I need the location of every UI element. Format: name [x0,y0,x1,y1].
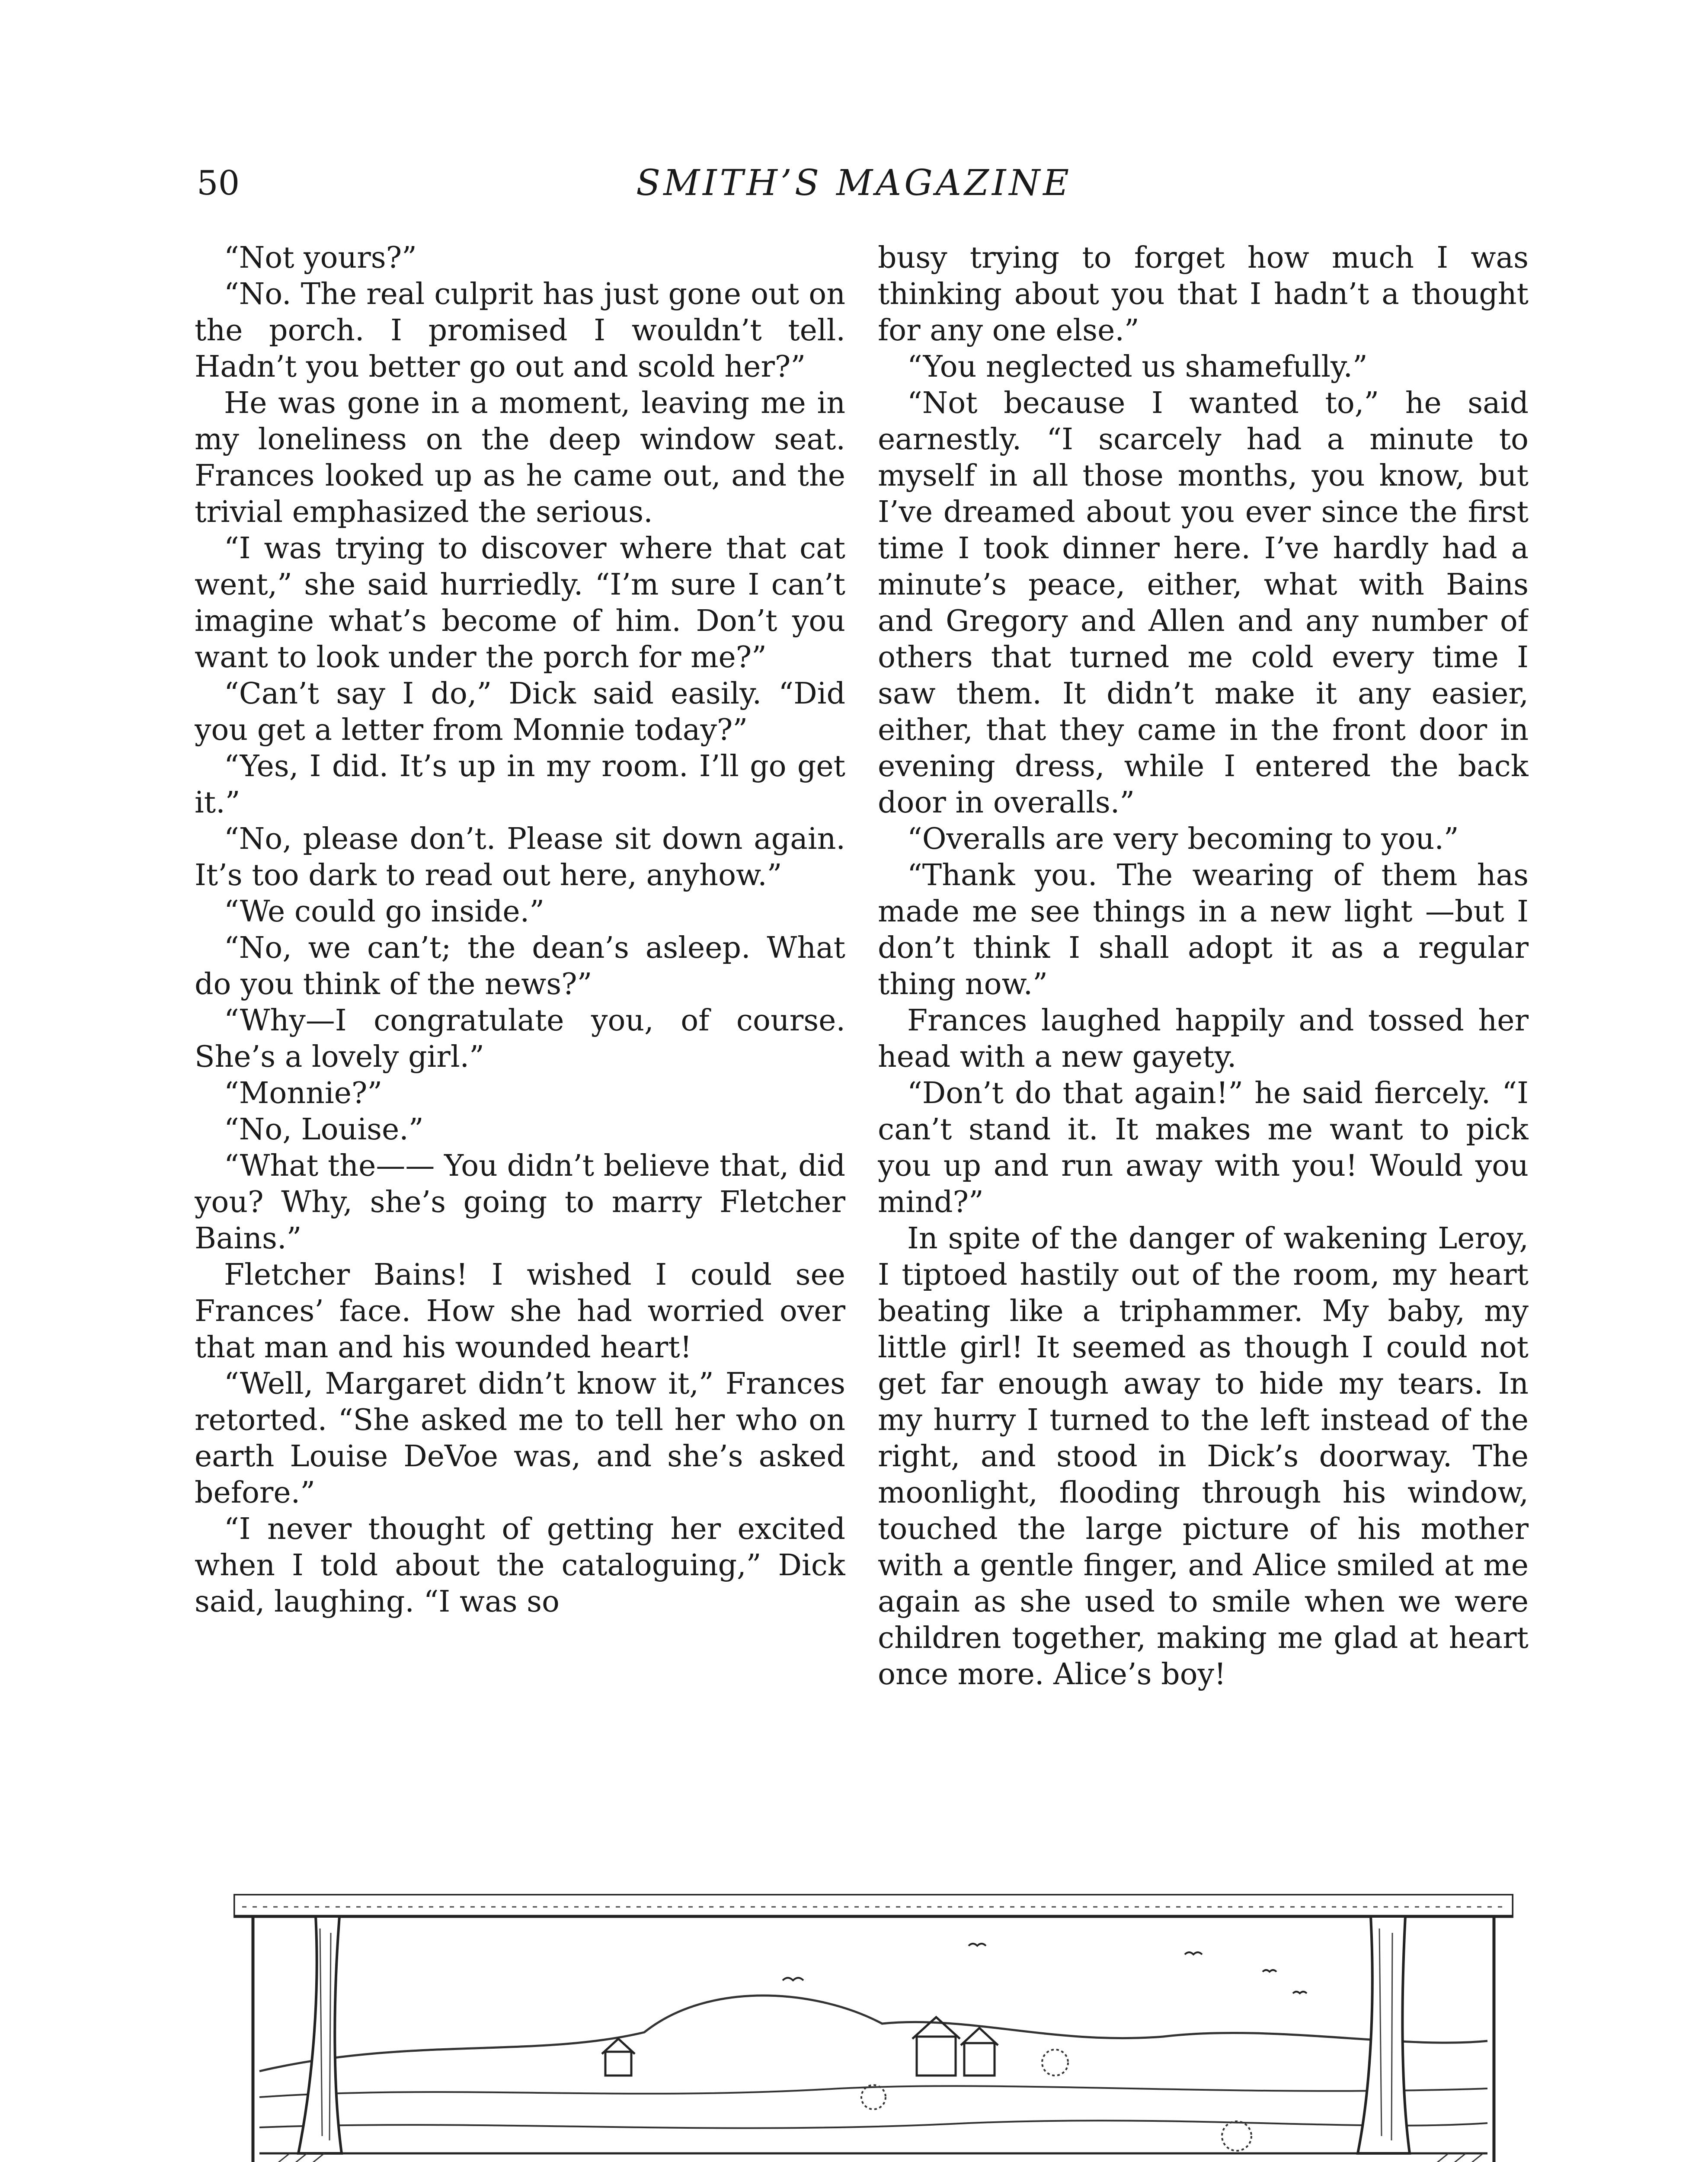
paragraph: “Not yours?” [224,241,417,275]
paragraph: “No. The real culprit has just gone out on the porch. I promised I wouldn’t tell. Hadn’t you better go out and scold her?” [195,277,845,384]
paragraph: “Well, Margaret didn’t know it,” Frances retorted. “She asked me to tell her who on earth Louise DeVoe was, and she’s asked before.” [195,1367,845,1510]
paragraph: “Can’t say I do,” Dick said easily. “Did you get a letter from Monnie today?” [195,677,845,747]
page-number: 50 [197,164,240,203]
paragraph: “No, we can’t; the dean’s asleep. What do you think of the news?” [195,931,845,1001]
paragraph: He was gone in a moment, leaving me in my loneliness on the deep window seat. Frances looked up as he came out, and the trivial emphasized the serious. [195,386,845,529]
text-column-left [195,240,845,1861]
paragraph: “I never thought of getting her excited when I told about the cataloguing,” Dick said, laughing. “I was so [195,1512,845,1619]
paragraph: “We could go inside.” [224,895,544,929]
paragraph: “Why—I congratulate you, of course. She’s a lovely girl.” [195,1004,845,1074]
running-title: SMITH’S MAGAZINE [636,163,1072,204]
paragraph: “No, Louise.” [224,1113,424,1147]
text-column-right [878,240,1529,1861]
paragraph: “I was trying to discover where that cat went,” she said hurriedly. “I’m sure I can’t imagine what’s become of him. Don’t you want to look under the porch for me?” [195,531,845,675]
paragraph: “Don’t do that again!” he said fiercely. “I can’t stand it. It makes me want to pick you up and run away with you! Would you mind?” [878,1076,1529,1219]
paragraph: Frances laughed happily and tossed her head with a new gayety. [878,1004,1529,1074]
paragraph: “Not because I wanted to,” he said earnestly. “I scarcely had a minute to myself in all those months, you know, but I’ve dreamed about you ever since the first time I took dinner here. I’ve hardly had a minute’s peace, either, what with Bains and Gregory and Allen and any number of others that turned me cold every time I saw them. It didn’t make it any easier, either, that they came in the front door in evening dress, while I entered the back door in overalls.” [878,386,1529,820]
paragraph: “Thank you. The wearing of them has made me see things in a new light —but I don’t think I shall adopt it as a regular thing now.” [878,858,1529,1001]
tailpiece-landscape-icon [233,1894,1513,2162]
paragraph: “Yes, I did. It’s up in my room. I’ll go get it.” [195,749,845,820]
paragraph: “No, please don’t. Please sit down again. It’s too dark to read out here, anyhow.” [195,822,845,892]
paragraph: “What the—— You didn’t believe that, did you? Why, she’s going to marry Fletcher Bains.” [195,1149,845,1256]
paragraph: “Overalls are very becoming to you.” [907,822,1459,856]
paragraph: “You neglected us shamefully.” [907,350,1368,384]
paragraph: In spite of the danger of wakening Leroy, I tiptoed hastily out of the room, my heart beating like a triphammer. My baby, my little girl! It seemed as though I could not get far enough away to hide my tears. In my hurry I turned to the left instead of the right, and stood in Dick’s doorway. The moonlight, flooding through his window, touched the large picture of his mother with a gentle finger, and Alice smiled at me again as she used to smile when we were children together, making me glad at heart once more. Alice’s boy! [878,1222,1529,1692]
paragraph: Fletcher Bains! I wished I could see Frances’ face. How she had worried over that man and his wounded heart! [195,1258,845,1365]
paragraph-continuation: busy trying to forget how much I was thinking about you that I hadn’t a thought for any one else.” [878,241,1529,348]
tailpiece-illustration [233,1894,1513,2162]
paragraph: “Monnie?” [224,1076,383,1110]
